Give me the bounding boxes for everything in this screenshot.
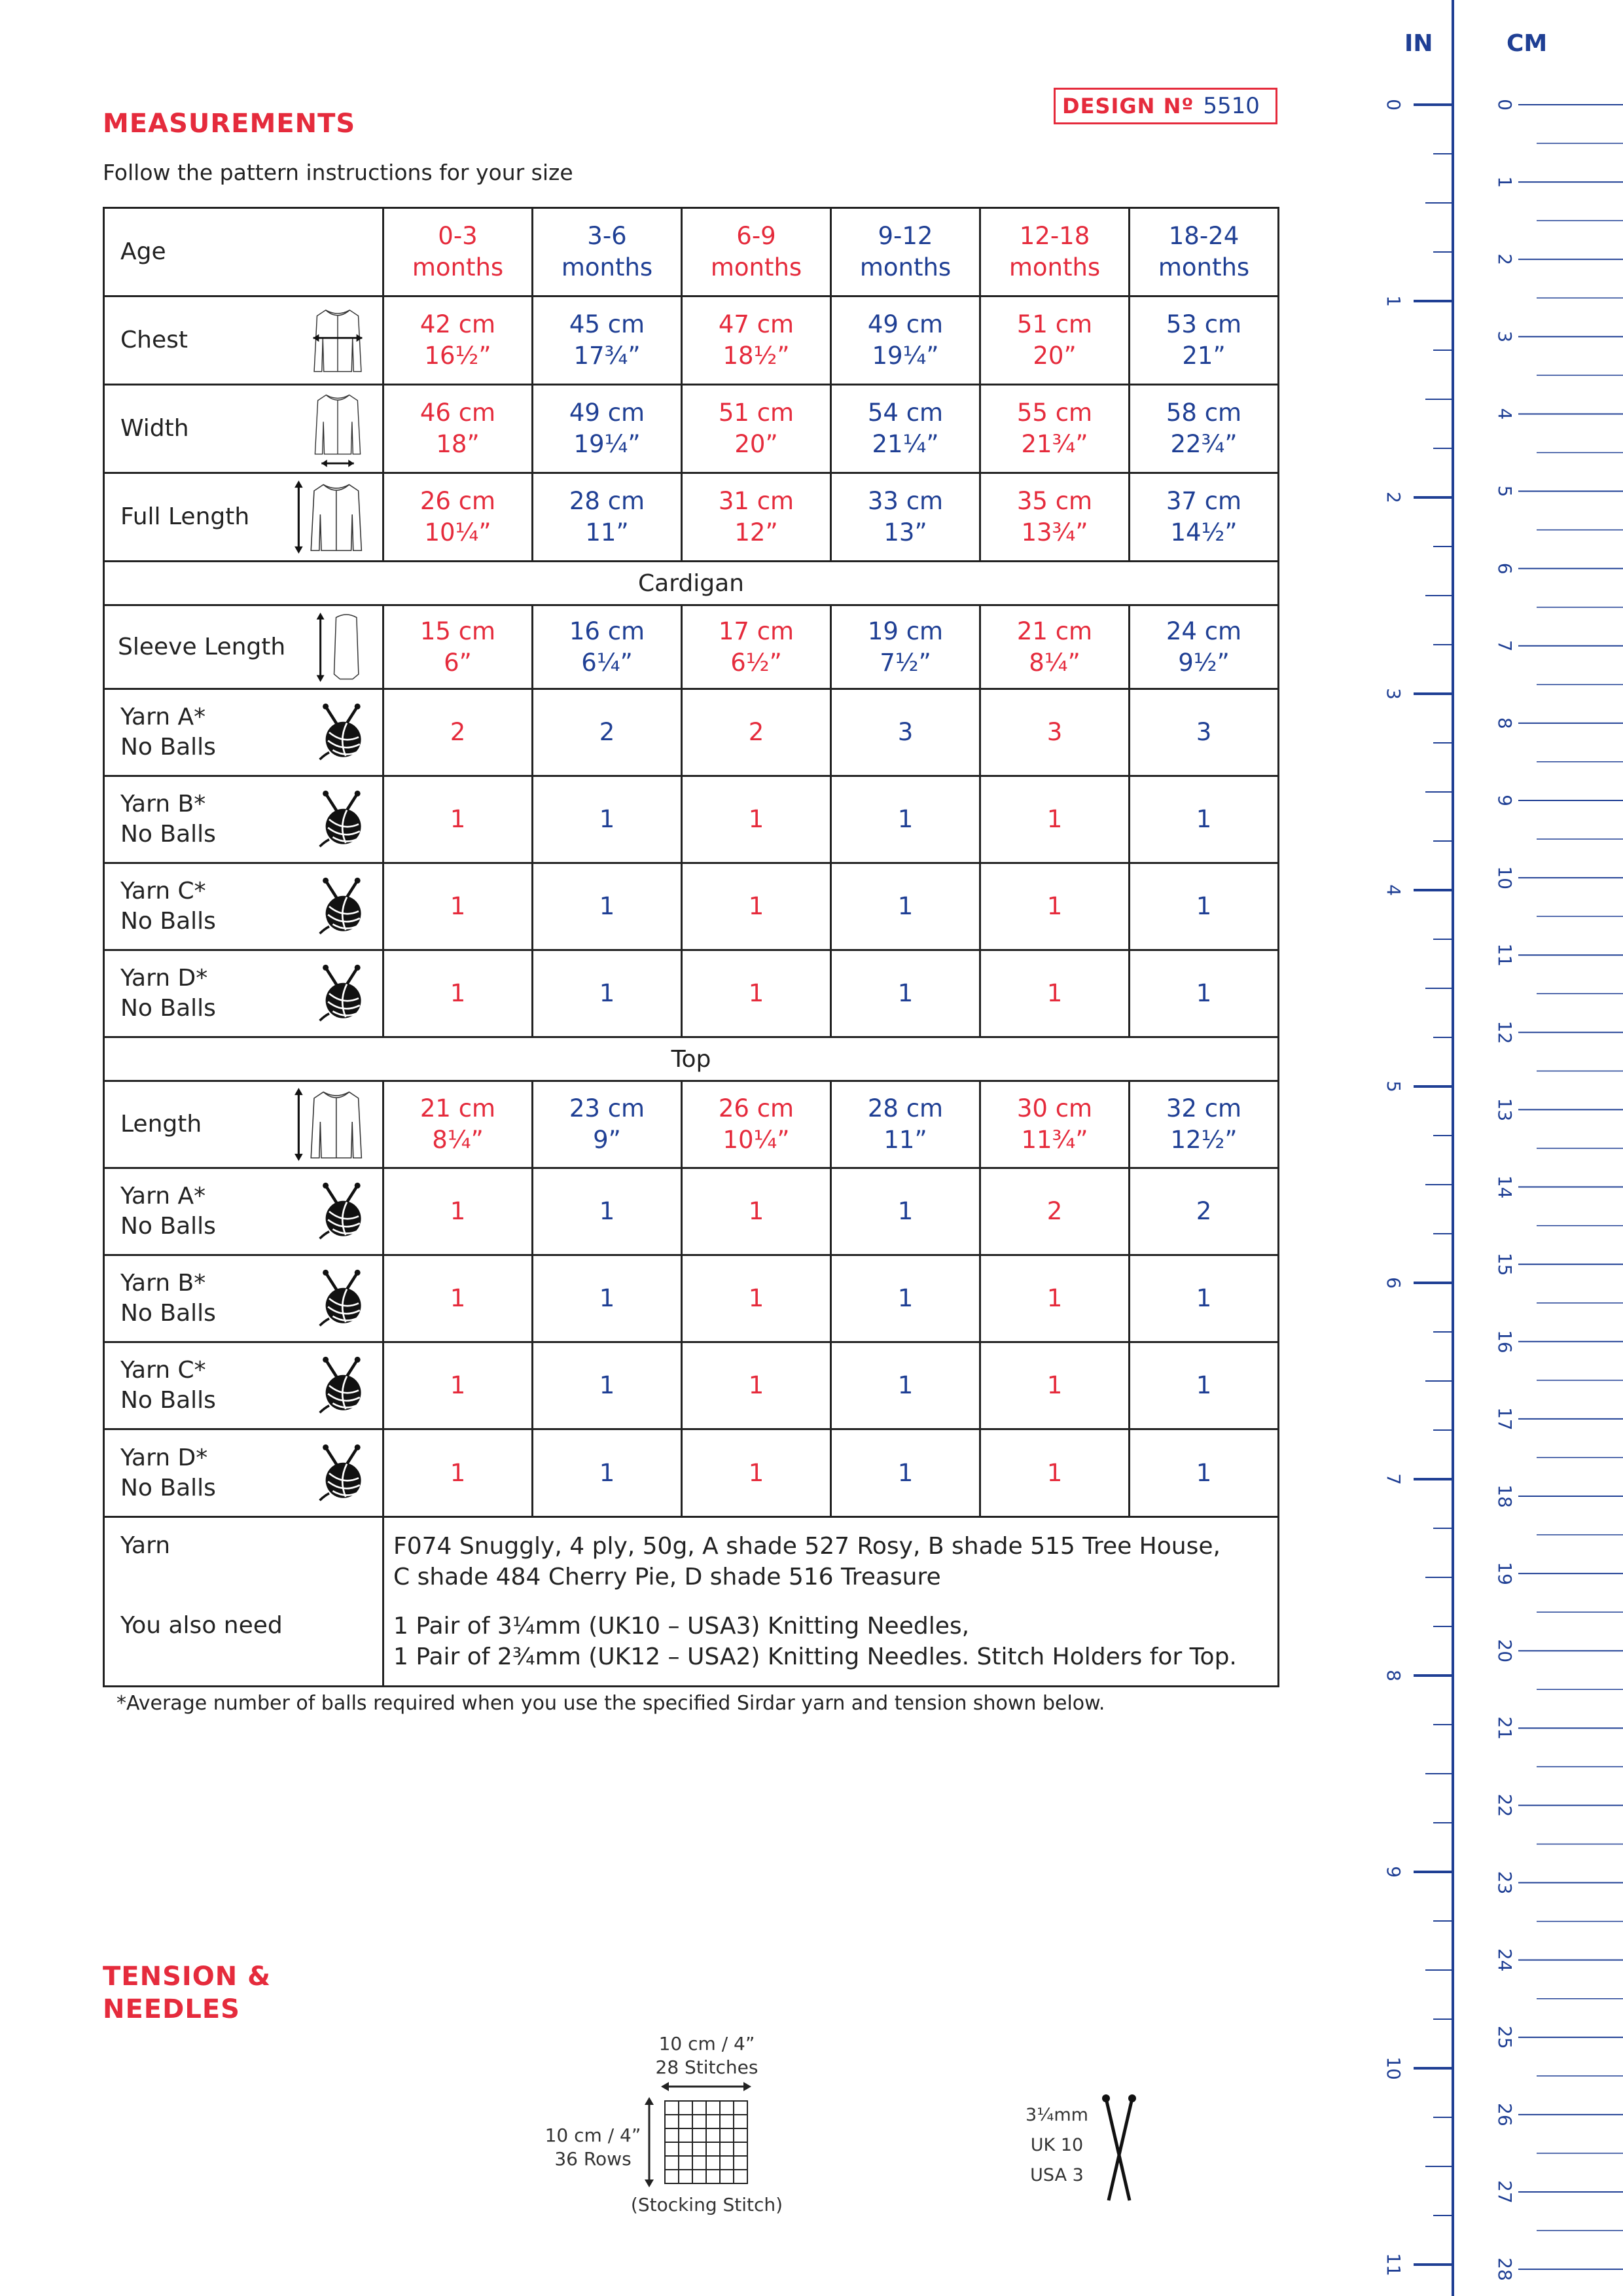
cardigan-yarn-c-row xyxy=(104,863,1279,950)
design-number-box xyxy=(1054,88,1277,124)
chest-value: 51 cm 20” xyxy=(980,296,1130,385)
yarn-label: Yarn A* No Balls xyxy=(104,1168,383,1255)
top-length-value: 21 cm 8¼” xyxy=(383,1081,533,1168)
width-value: 46 cm 18” xyxy=(383,385,533,473)
balls-value: 1 xyxy=(533,776,682,863)
balls-value: 1 xyxy=(831,1342,980,1429)
ruler-inch-label: 1 xyxy=(1383,295,1404,307)
balls-value: 1 xyxy=(533,1429,682,1517)
chest-value: 49 cm 19¼” xyxy=(831,296,980,385)
ruler-cm-label: 6 xyxy=(1494,562,1516,575)
ruler-inch-label: 4 xyxy=(1383,884,1404,896)
top-length-row xyxy=(104,1081,1279,1168)
yarn-ball-icon xyxy=(312,787,370,852)
ruler-inch-label: 7 xyxy=(1383,1473,1404,1485)
sleeve-length-value: 16 cm 6¼” xyxy=(533,605,682,689)
balls-value: 1 xyxy=(533,863,682,950)
width-value: 54 cm 21¼” xyxy=(831,385,980,473)
ruler-inch-label: 6 xyxy=(1383,1277,1404,1289)
balls-value: 2 xyxy=(682,689,831,776)
full-length-value: 26 cm 10¼” xyxy=(383,473,533,562)
balls-value: 2 xyxy=(383,689,533,776)
ruler-cm-label: 7 xyxy=(1494,639,1516,652)
needle-size-usa: USA 3 xyxy=(1030,2165,1084,2185)
subtitle: Follow the pattern instructions for your size xyxy=(103,160,573,185)
ruler-cm-label: 22 xyxy=(1494,1793,1516,1818)
balls-value: 2 xyxy=(533,689,682,776)
yarn-ball-icon xyxy=(312,1441,370,1506)
width-value: 49 cm 19¼” xyxy=(533,385,682,473)
ruler-cm-label: 21 xyxy=(1494,1716,1516,1740)
balls-value: 1 xyxy=(383,1342,533,1429)
balls-value: 1 xyxy=(831,863,980,950)
size-header: 9-12 months xyxy=(831,208,980,296)
balls-value: 1 xyxy=(682,1168,831,1255)
materials-text xyxy=(383,1517,1279,1687)
balls-value: 2 xyxy=(1130,1168,1279,1255)
balls-value: 1 xyxy=(682,863,831,950)
size-header: 12-18 months xyxy=(980,208,1130,296)
ruler-cm-label: 24 xyxy=(1494,1948,1516,1972)
ruler-cm-label: 20 xyxy=(1494,1639,1516,1663)
chest-row xyxy=(104,296,1279,385)
ruler-inch-label: 0 xyxy=(1383,99,1404,111)
cardigan-section-row xyxy=(104,562,1279,605)
ruler-cm-label: 17 xyxy=(1494,1407,1516,1431)
design-label: DESIGN Nº xyxy=(1062,94,1194,118)
design-number: 5510 xyxy=(1203,93,1260,119)
ruler-cm-label: 28 xyxy=(1494,2257,1516,2281)
balls-value: 1 xyxy=(682,776,831,863)
ruler-cm-label: 5 xyxy=(1494,485,1516,497)
balls-value: 1 xyxy=(1130,950,1279,1037)
also-need-label: You also need xyxy=(120,1612,283,1639)
ruler-cm-label: CM xyxy=(1507,30,1548,57)
tension-swatch-icon xyxy=(641,2079,759,2194)
top-length-value: 26 cm 10¼” xyxy=(682,1081,831,1168)
balls-value: 1 xyxy=(831,776,980,863)
size-header: 6-9 months xyxy=(682,208,831,296)
swatch-stitch-type: (Stocking Stitch) xyxy=(630,2194,783,2215)
balls-value: 2 xyxy=(980,1168,1130,1255)
chest-label: Chest xyxy=(104,296,383,385)
cardigan-yarn-a-row xyxy=(104,689,1279,776)
ruler xyxy=(1361,0,1623,2296)
balls-value: 3 xyxy=(1130,689,1279,776)
full-length-value: 35 cm 13¾” xyxy=(980,473,1130,562)
balls-value: 1 xyxy=(533,1342,682,1429)
materials-row xyxy=(104,1517,1279,1687)
balls-value: 1 xyxy=(1130,1342,1279,1429)
ruler-inch-label: 10 xyxy=(1383,2056,1404,2080)
ruler-cm-label: 11 xyxy=(1494,943,1516,967)
balls-value: 1 xyxy=(383,1255,533,1342)
yarn-line: F074 Snuggly, 4 ply, 50g, A shade 527 Rosy, B shade 515 Tree House, xyxy=(393,1533,1221,1560)
full-length-value: 37 cm 14½” xyxy=(1130,473,1279,562)
needles-line: 1 Pair of 3¼mm (UK10 – USA3) Knitting Needles, xyxy=(393,1613,970,1640)
top-length-value: 30 cm 11¾” xyxy=(980,1081,1130,1168)
sleeve-length-icon xyxy=(308,611,370,684)
yarn-row-label: Yarn xyxy=(120,1532,171,1559)
balls-value: 1 xyxy=(682,1255,831,1342)
balls-value: 1 xyxy=(383,863,533,950)
balls-value: 1 xyxy=(980,863,1130,950)
knitting-needles-icon xyxy=(1099,2092,1139,2203)
ruler-cm-label: 2 xyxy=(1494,253,1516,266)
full-length-value: 33 cm 13” xyxy=(831,473,980,562)
yarn-label: Yarn C* No Balls xyxy=(104,1342,383,1429)
balls-value: 1 xyxy=(980,1255,1130,1342)
chest-value: 47 cm 18½” xyxy=(682,296,831,385)
ruler-inch-label: 8 xyxy=(1383,1670,1404,1681)
width-value: 51 cm 20” xyxy=(682,385,831,473)
balls-value: 1 xyxy=(682,1429,831,1517)
balls-value: 1 xyxy=(383,950,533,1037)
ruler-cm-label: 18 xyxy=(1494,1484,1516,1508)
balls-value: 1 xyxy=(831,1255,980,1342)
sleeve-length-row xyxy=(104,605,1279,689)
needles-line: 1 Pair of 2¾mm (UK12 – USA2) Knitting Needles. Stitch Holders for Top. xyxy=(393,1643,1237,1670)
ruler-cm-label: 25 xyxy=(1494,2025,1516,2049)
swatch-stitches: 28 Stitches xyxy=(655,2056,758,2078)
ruler-cm-label: 0 xyxy=(1494,99,1516,111)
yarn-label: Yarn D* No Balls xyxy=(104,1429,383,1517)
ruler-cm-label: 19 xyxy=(1494,1562,1516,1585)
measurements-table xyxy=(103,207,1279,1687)
balls-value: 1 xyxy=(980,950,1130,1037)
sleeve-length-value: 21 cm 8¼” xyxy=(980,605,1130,689)
ruler-cm-label: 26 xyxy=(1494,2103,1516,2126)
age-label: Age xyxy=(104,208,383,296)
balls-value: 3 xyxy=(980,689,1130,776)
ruler-cm-label: 1 xyxy=(1494,176,1516,188)
cardigan-chest-icon xyxy=(305,304,370,376)
yarn-label: Yarn A* No Balls xyxy=(104,689,383,776)
cardigan-section-title: Cardigan xyxy=(104,562,1279,605)
sleeve-length-label: Sleeve Length xyxy=(104,605,383,689)
balls-value: 1 xyxy=(1130,1255,1279,1342)
ruler-inch-label: 5 xyxy=(1383,1081,1404,1092)
balls-value: 1 xyxy=(831,1168,980,1255)
chest-value: 53 cm 21” xyxy=(1130,296,1279,385)
top-yarn-c-row xyxy=(104,1342,1279,1429)
balls-value: 1 xyxy=(980,1342,1130,1429)
full-length-value: 31 cm 12” xyxy=(682,473,831,562)
balls-value: 1 xyxy=(831,1429,980,1517)
ruler-cm-label: 13 xyxy=(1494,1098,1516,1122)
balls-value: 1 xyxy=(533,1168,682,1255)
top-length-value: 23 cm 9” xyxy=(533,1081,682,1168)
needle-size-uk: UK 10 xyxy=(1030,2135,1084,2155)
footnote: *Average number of balls required when you use the specified Sirdar yarn and tension shown below. xyxy=(116,1692,1105,1715)
age-row xyxy=(104,208,1279,296)
top-section-title: Top xyxy=(104,1037,1279,1081)
chest-value: 45 cm 17¾” xyxy=(533,296,682,385)
yarn-label: Yarn B* No Balls xyxy=(104,776,383,863)
balls-value: 1 xyxy=(980,1429,1130,1517)
balls-value: 1 xyxy=(383,776,533,863)
top-yarn-a-row xyxy=(104,1168,1279,1255)
yarn-ball-icon xyxy=(312,961,370,1026)
size-header: 3-6 months xyxy=(533,208,682,296)
sleeve-length-value: 15 cm 6” xyxy=(383,605,533,689)
width-label: Width xyxy=(104,385,383,473)
cardigan-width-icon xyxy=(305,389,370,468)
ruler-inch-label: 9 xyxy=(1383,1866,1404,1878)
yarn-label: Yarn B* No Balls xyxy=(104,1255,383,1342)
width-row xyxy=(104,385,1279,473)
ruler-inch-label: 3 xyxy=(1383,688,1404,700)
balls-value: 1 xyxy=(1130,863,1279,950)
top-section-row xyxy=(104,1037,1279,1081)
ruler-inch-label: 11 xyxy=(1383,2253,1404,2276)
ruler-cm-label: 23 xyxy=(1494,1871,1516,1895)
yarn-ball-icon xyxy=(312,874,370,939)
top-length-value: 28 cm 11” xyxy=(831,1081,980,1168)
yarn-ball-icon xyxy=(312,1266,370,1331)
top-length-value: 32 cm 12½” xyxy=(1130,1081,1279,1168)
cardigan-yarn-d-row xyxy=(104,950,1279,1037)
swatch-rows: 36 Rows xyxy=(554,2148,632,2170)
sleeve-length-value: 24 cm 9½” xyxy=(1130,605,1279,689)
ruler-cm-label: 9 xyxy=(1494,795,1516,806)
ruler-cm-label: 10 xyxy=(1494,866,1516,889)
width-value: 58 cm 22¾” xyxy=(1130,385,1279,473)
balls-value: 1 xyxy=(682,950,831,1037)
balls-value: 3 xyxy=(831,689,980,776)
yarn-line: C shade 484 Cherry Pie, D shade 516 Treasure xyxy=(393,1564,941,1590)
tension-needles-heading: TENSION & NEEDLES xyxy=(103,1962,272,2024)
ruler-cm-label: 14 xyxy=(1494,1175,1516,1199)
ruler-scale xyxy=(1361,0,1623,2296)
measurements-heading: MEASUREMENTS xyxy=(103,109,356,139)
ruler-cm-label: 15 xyxy=(1494,1252,1516,1276)
ruler-cm-label: 4 xyxy=(1494,408,1516,420)
swatch-width-measure: 10 cm / 4” xyxy=(658,2033,755,2054)
balls-value: 1 xyxy=(383,1429,533,1517)
ruler-cm-label: 3 xyxy=(1494,331,1516,343)
ruler-inch-label: 2 xyxy=(1383,492,1404,503)
cardigan-length-icon xyxy=(287,478,370,556)
balls-value: 1 xyxy=(980,776,1130,863)
sleeve-length-value: 19 cm 7½” xyxy=(831,605,980,689)
ruler-cm-label: 8 xyxy=(1494,717,1516,729)
full-length-value: 28 cm 11” xyxy=(533,473,682,562)
chest-value: 42 cm 16½” xyxy=(383,296,533,385)
ruler-cm-label: 16 xyxy=(1494,1329,1516,1354)
size-header: 18-24 months xyxy=(1130,208,1279,296)
swatch-height-measure: 10 cm / 4” xyxy=(544,2125,641,2146)
balls-value: 1 xyxy=(533,950,682,1037)
ruler-in-label: IN xyxy=(1404,30,1433,57)
yarn-ball-icon xyxy=(312,1179,370,1244)
top-length-icon xyxy=(287,1086,370,1163)
top-length-label: Length xyxy=(104,1081,383,1168)
balls-value: 1 xyxy=(682,1342,831,1429)
cardigan-yarn-b-row xyxy=(104,776,1279,863)
yarn-ball-icon xyxy=(312,700,370,765)
balls-value: 1 xyxy=(1130,776,1279,863)
materials-labels xyxy=(104,1517,383,1687)
yarn-label: Yarn C* No Balls xyxy=(104,863,383,950)
full-length-label: Full Length xyxy=(104,473,383,562)
balls-value: 1 xyxy=(1130,1429,1279,1517)
yarn-label: Yarn D* No Balls xyxy=(104,950,383,1037)
sleeve-length-value: 17 cm 6½” xyxy=(682,605,831,689)
full-length-row xyxy=(104,473,1279,562)
ruler-cm-label: 27 xyxy=(1494,2180,1516,2204)
width-value: 55 cm 21¾” xyxy=(980,385,1130,473)
balls-value: 1 xyxy=(831,950,980,1037)
balls-value: 1 xyxy=(533,1255,682,1342)
needle-size-mm: 3¼mm xyxy=(1026,2105,1088,2125)
yarn-ball-icon xyxy=(312,1353,370,1418)
top-yarn-b-row xyxy=(104,1255,1279,1342)
size-header: 0-3 months xyxy=(383,208,533,296)
top-yarn-d-row xyxy=(104,1429,1279,1517)
ruler-cm-label: 12 xyxy=(1494,1020,1516,1045)
balls-value: 1 xyxy=(383,1168,533,1255)
